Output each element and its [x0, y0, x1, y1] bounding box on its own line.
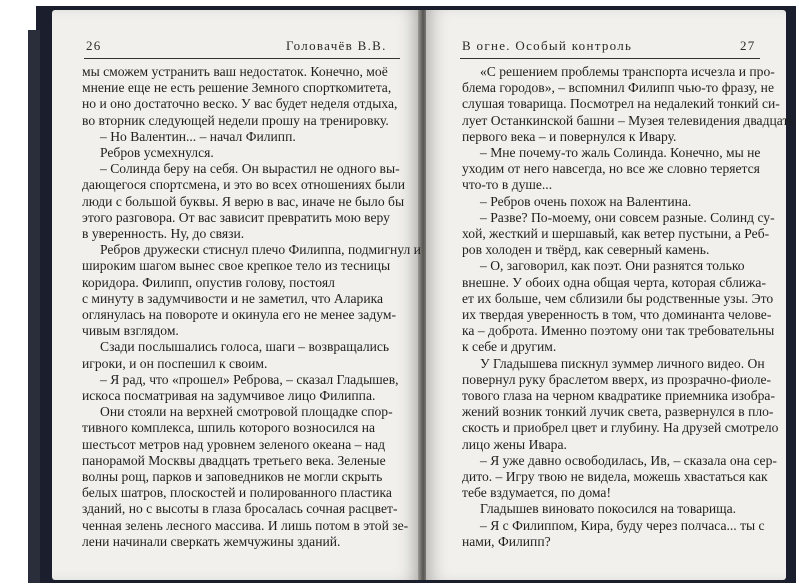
text-line: Ребров усмехнулся.: [100, 145, 214, 161]
text-line: искоса посматривая на задумчивое лицо Филиппа.: [82, 388, 376, 404]
text-line: – Ребров очень похож на Валентина.: [480, 193, 692, 209]
scan-background-edge: [28, 30, 40, 583]
text-line: Они стояли на верхней смотровой площадке спор-: [100, 404, 393, 420]
left-page-body: [82, 64, 421, 550]
text-line: с минуту в задумчивости и не заметил, что Аларика: [82, 290, 384, 306]
text-line: панорамой Москвы двадцать третьего века. Зеленые: [82, 452, 386, 468]
text-line: – Солинда беру на себя. Он вырастил не одного вы-: [100, 161, 400, 177]
text-line: игроки, и он поспешил к своим.: [82, 355, 268, 371]
text-line: оглянулась на повороте и окинула его не менее задум-: [82, 307, 396, 323]
text-line: волны рощ, парков и заповедников не могли скрыть: [82, 469, 383, 485]
text-line: белых шатров, плоскостей и полированного пластика: [82, 485, 392, 501]
text-line: Ребров дружески стиснул плечо Филиппа, подмигнул и: [100, 242, 421, 258]
text-line: первого века – и повернулся к Ивару.: [462, 128, 677, 144]
text-line: повернул руку браслетом вверх, из прозрачно-фиоле-: [462, 371, 772, 387]
text-line: слушая товарища. Посмотрел на недалекий тонкий си-: [462, 96, 780, 112]
text-line: – Я уже давно освободилась, Ив, – сказала она сер-: [480, 452, 777, 468]
text-line: лени начинали сверкать жемчужины зданий.: [82, 533, 341, 549]
text-line: ченная зелень лесного массива. И лишь потом в этой зе-: [82, 517, 409, 533]
text-line: Сзади послышались голоса, шаги – возвращались: [100, 339, 390, 355]
text-line: скость и приобрел цвет и глубину. На друзей смотрело: [462, 420, 779, 436]
text-line: зданий, но с высоты в глаза бросалась сочная расцвет-: [82, 501, 398, 517]
text-line: дито. – Игру твою не видела, можешь хвастаться как: [462, 469, 768, 485]
text-line: тебе вздумается, по дома!: [462, 485, 611, 501]
text-line: ет их больше, чем сблизили бы родственные узы. Это: [462, 290, 774, 306]
text-line: – Мне почему-то жаль Солинда. Конечно, мы не: [480, 145, 761, 161]
text-line: Гладышев виновато покосился на товарища.: [480, 501, 737, 517]
text-line: «С решением проблемы транспорта исчезла и про-: [480, 64, 775, 79]
text-line: люди с большой буквы. Я верю в вас, иначе не было бы: [82, 193, 405, 209]
text-line: коридора. Филипп, опустив голову, постоял: [82, 274, 335, 290]
text-line: – Но Валентин... – начал Филипп.: [100, 128, 296, 144]
text-line: ров холоден и твёрд, как северный камень.: [462, 242, 710, 258]
text-line: мы сможем устранить ваш недостаток. Конечно, моё: [82, 64, 388, 79]
text-line: лицо жены Ивара.: [462, 436, 567, 452]
right-running-head: В огне. Особый контроль: [462, 38, 633, 53]
text-line: к себе и другим.: [462, 339, 557, 355]
text-line: нами, Филипп?: [462, 533, 551, 549]
text-line: – Разве? По-моему, они совсем разные. Солинд су-: [480, 209, 775, 225]
text-line: – Я рад, что «прошел» Реброва, – сказал Гладышев,: [100, 371, 399, 387]
text-line: внешне. У обоих одна общая черта, которая сближа-: [462, 274, 766, 290]
text-line: шестьсот метров над уровнем зеленого океана – над: [82, 436, 386, 452]
text-line: уходим от него навсегда, но все же словно теряется: [462, 161, 760, 177]
text-line: широким шагом вынес свое крепкое тело из тесницы: [82, 258, 391, 274]
text-line: – О, заговорил, как поэт. Они разнятся только: [480, 258, 745, 274]
text-line: но и оно достаточно веско. У вас будет неделя отдыха,: [82, 96, 398, 112]
left-running-head: Головачёв В.В.: [286, 38, 387, 53]
text-line: – Я с Филиппом, Кира, буду через полчаса... ты с: [480, 517, 765, 533]
text-line: У Гладышева пискнул зуммер личного видео. Он: [480, 355, 765, 371]
text-line: мнение еще не есть решение Земного спорткомитета,: [82, 80, 392, 96]
text-line: во вторник следующей недели прошу на тренировку.: [82, 112, 389, 128]
text-line: дающегося спортсмена, и это во всех отношениях были: [82, 177, 406, 193]
left-header-rule: [84, 58, 400, 59]
text-line: блема городов», – вспомнил Филипп чью-то фразу, не: [462, 80, 774, 96]
text-line: лует Останкинской башни – Музея телевидения двадцать: [462, 112, 795, 128]
right-page-body: [462, 64, 795, 550]
left-page-number: 26: [86, 38, 102, 53]
text-line: тового глаза на черном квадратике приемника изобра-: [462, 388, 775, 404]
text-line: в уверенность. Ну, до связи.: [82, 226, 245, 242]
text-line: тивного комплекса, шпиль которого возносился на: [82, 420, 376, 436]
right-page-number: 27: [740, 38, 756, 53]
text-line: что-то в душе...: [462, 177, 553, 193]
right-header-rule: [460, 58, 760, 59]
text-line: чивым взглядом.: [82, 323, 179, 339]
text-line: ка – доброта. Именно поэтому они так требовательны: [462, 323, 775, 339]
text-line: этого разговора. От вас зависит превратить мою веру: [82, 209, 390, 225]
text-line: хой, жесткий и шершавый, как ветер пустыни, а Реб-: [462, 226, 770, 242]
text-line: жений возник тонкий лучик света, развернулся в пло-: [462, 404, 774, 420]
text-line: их твердая уверенность в том, что доминанта челове-: [462, 307, 772, 323]
